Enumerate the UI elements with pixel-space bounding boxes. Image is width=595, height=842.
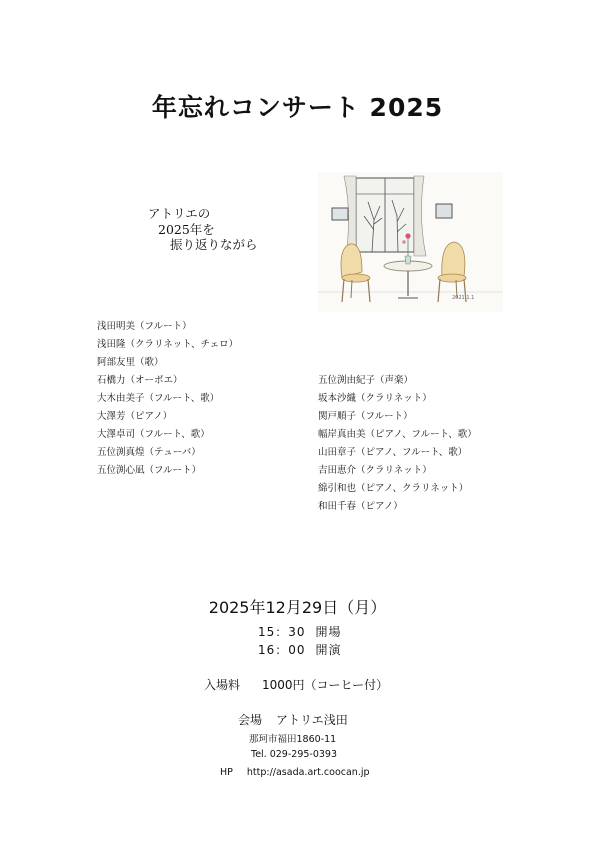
venue-address: 那珂市福田1860-11: [249, 734, 337, 745]
performer: 大澤芳（ピアノ）: [97, 411, 173, 422]
homepage: [220, 767, 370, 778]
performer: 五位渕由紀子（声楽）: [318, 375, 414, 386]
performer: 和田千春（ピアノ）: [318, 501, 403, 512]
venue-label: 会場: [238, 713, 263, 727]
performer: 五位渕真煌（テューバ）: [97, 447, 201, 458]
open-label: 開場: [315, 625, 342, 639]
picture-frame-right: [436, 204, 452, 218]
performer: 石橋力（オーボエ）: [97, 375, 183, 386]
admission-fee: [204, 676, 388, 693]
performer: 綿引和也（ピアノ、クラリネット）: [318, 483, 469, 494]
atelier-illustration: [318, 172, 503, 312]
start-time: 16：00: [258, 643, 306, 657]
performer: 大木由美子（フルート、歌）: [97, 393, 220, 404]
subtitle-line-1: アトリエの: [148, 206, 211, 221]
performer-list-left: [97, 318, 238, 480]
subtitle-line-3: 振り返りながら: [170, 237, 258, 252]
performer: 五位渕心凪（フルート）: [97, 465, 202, 476]
fee-value: 1000円（コーヒー付）: [262, 678, 389, 692]
open-time: 15：30: [258, 625, 306, 639]
venue-tel: Tel. 029-295-0393: [251, 749, 338, 760]
performer: 幅岸真由美（ピアノ、フルート、歌）: [318, 429, 477, 440]
concert-date: 2025年12月29日（月）: [208, 598, 387, 617]
performer: 大澤卓司（フルート、歌）: [97, 429, 210, 440]
hp-url[interactable]: http://asada.art.coocan.jp: [246, 767, 370, 778]
start-label: 開演: [315, 643, 342, 657]
performer: 関戸順子（フルート）: [318, 411, 413, 422]
hp-label: HP: [220, 767, 233, 778]
picture-frame-left: [332, 208, 348, 220]
fee-label: 入場料: [204, 678, 241, 692]
subtitle-line-2: 2025年を: [158, 222, 215, 237]
performer: 山田章子（ピアノ、フルート、歌）: [318, 447, 468, 458]
open-time-row: [258, 623, 342, 640]
performer-list-right: [318, 372, 477, 516]
performer: 浅田明美（フルート）: [97, 321, 192, 332]
performer: 阿部友里（歌）: [97, 357, 164, 368]
venue: [238, 711, 348, 728]
page-title: 年忘れコンサート 2025: [151, 93, 444, 122]
performer: 浅田隆（クラリネット、チェロ）: [97, 339, 239, 350]
performer: 吉田恵介（クラリネット）: [318, 465, 432, 476]
venue-name: アトリエ浅田: [276, 713, 348, 727]
artist-signature: 2021.1.1: [452, 295, 475, 301]
start-time-row: [258, 641, 342, 658]
performer: 坂本沙織（クラリネット）: [318, 393, 432, 404]
